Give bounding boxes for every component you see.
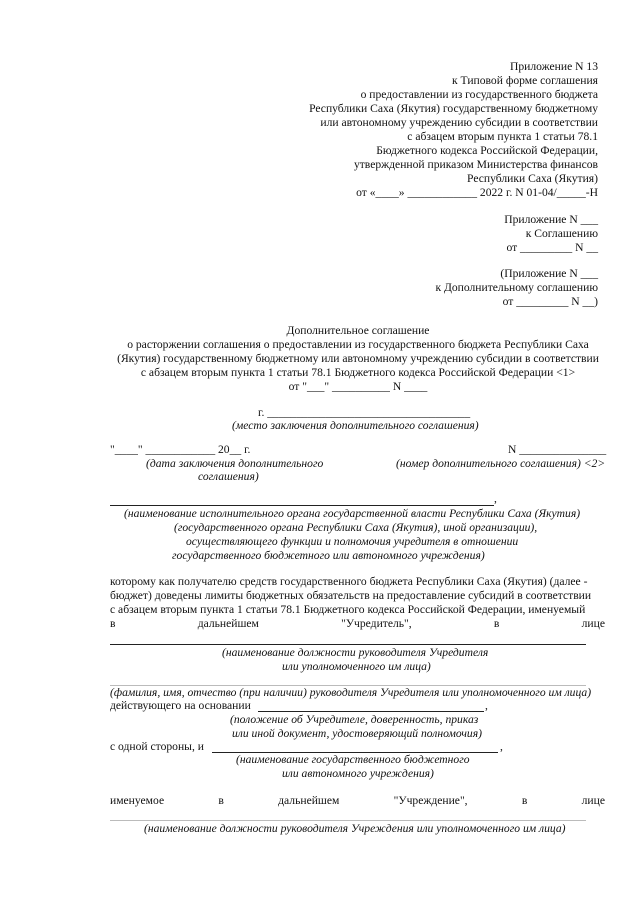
institution-position-caption: (наименование должности руководителя Учреждения или уполномоченного им лица) [144,822,566,835]
title-line: (Якутия) государственному бюджетному или автономному учреждению субсидии в соответствии [117,352,599,365]
word: дальнейшем [278,794,340,807]
basis-caption: или иной документ, удостоверяющий полномочия) [232,727,482,740]
attachment-additional-number: (Приложение N ___ [500,267,598,280]
word: в [110,617,116,630]
header-line: или автономному учреждению субсидии в соответствии [320,116,598,129]
header-line: к Типовой форме соглашения [452,74,598,87]
number-field: N _______________ [508,443,607,456]
word: лице [581,617,605,630]
body-line: бюджет) доведены лимиты бюджетных обязательств на предоставление субсидий в соответствии [110,589,592,602]
attachment-number: Приложение N ___ [504,213,598,226]
title-date-number: от "___" __________ N ____ [288,380,428,393]
authority-caption: (наименование исполнительного органа государственной власти Республики Саха (Якутия) [124,507,581,520]
header-line: Бюджетного кодекса Российской Федерации, [376,144,598,157]
header-line: Приложение N 13 [510,60,598,73]
authority-comma: , [494,492,497,505]
date-field: "____" ____________ 20__ г. [110,443,251,456]
basis-comma: , [485,699,488,712]
basis-label: действующего на основании [110,699,251,712]
date-caption: соглашения) [198,470,259,483]
word: дальнейшем [197,617,259,630]
body-line: с абзацем вторым пункта 1 статьи 78.1 Бюджетного кодекса Российской Федерации, именуемый [110,603,586,616]
word: в [218,794,224,807]
header-line: утвержденной приказом Министерства финансов [353,158,598,171]
attachment-additional-ref: к Дополнительному соглашению [435,281,598,294]
attachment-ref: к Соглашению [525,227,598,240]
title-heading: Дополнительное соглашение [286,324,430,337]
founder-name-caption: (фамилия, имя, отчество (при наличии) руководителя Учредителя или уполномоченного им лица) [110,686,592,699]
header-line: Республики Саха (Якутия) государственному бюджетному [309,102,598,115]
header-line: от «____» ____________ 2022 г. N 01-04/_____-Н [356,186,598,199]
founder-position-caption: или уполномоченного им лица) [282,660,431,673]
authority-caption: осуществляющего функции и полномочия учредителя в отношении [186,535,519,548]
place-caption: (место заключения дополнительного соглашения) [232,419,479,432]
header-line: с абзацем вторым пункта 1 статьи 78.1 [407,130,598,143]
side-caption: или автономного учреждения) [282,767,434,780]
authority-caption: (государственного органа Республики Саха (Якутия), иной организации), [174,521,538,534]
word: "Учреждение", [393,794,468,807]
basis-line [258,711,484,712]
place-field: г. ___________________________________ [258,406,471,419]
authority-line [110,505,494,506]
attachment-additional-date: от _________ N __) [502,295,598,308]
authority-caption: государственного бюджетного или автономного учреждения) [172,549,485,562]
body-line-justified [110,617,605,631]
basis-caption: (положение об Учредителе, доверенность, приказ [230,713,479,726]
attachment-date: от _________ N __ [506,241,598,254]
side-caption: (наименование государственного бюджетного [236,753,470,766]
number-caption: (номер дополнительного соглашения) <2> [396,457,606,470]
founder-position-line [110,644,586,645]
word: "Учредитель", [341,617,412,630]
founder-position-caption: (наименование должности руководителя Учредителя [222,646,489,659]
word: в [521,794,528,807]
word: в [493,617,500,630]
title-line: с абзацем вторым пункта 1 статьи 78.1 Бюджетного кодекса Российской Федерации <1> [140,366,576,379]
word: именуемое [110,794,165,807]
title-line: о расторжении соглашения о предоставлении из государственного бюджета Республики Саха [127,338,589,351]
date-caption: (дата заключения дополнительного [146,457,324,470]
side-label: с одной стороны, и [110,740,204,753]
body-line: которому как получателю средств государственного бюджета Республики Саха (Якутия) (далее - [110,575,588,588]
header-line: Республики Саха (Якутия) [467,172,598,185]
word: лице [581,794,605,807]
header-line: о предоставлении из государственного бюджета [360,88,598,101]
institution-line-justified [110,794,605,808]
side-comma: , [500,740,503,753]
institution-position-line [110,820,586,821]
